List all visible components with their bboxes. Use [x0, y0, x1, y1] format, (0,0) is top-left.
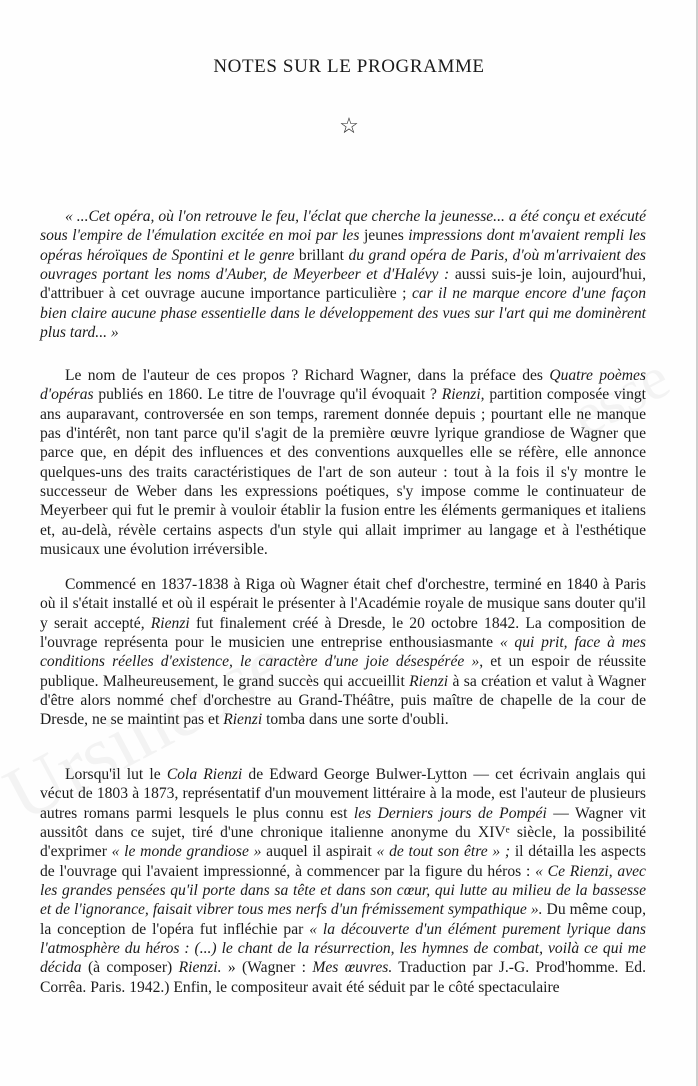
star-ornament-icon: ☆: [339, 113, 359, 138]
paragraph-2: Commencé en 1837-1838 à Riga où Wagner était chef d'orchestre, terminé en 1840 à Paris où il s'était installé et où il espérait le présenter à l'Académie royale de musique sans douter qu'il y serait accepté, Rienzi fut finalement créé à Dresde, le 20 octobre 1842. La composition de l'ouvrage représenta pour le musicien une entreprise enthousiasmante « qui prit, face à mes conditions réelles d'existence, le caractère d'une joie désespérée », et un espoir de réussite publique. Malheureusement, le grand succès qui accueillit Rienzi à sa création et valut à Wagner d'être alors nommé chef d'orchestre au Grand-Théâtre, puis maître de chapelle de la cour de Dresde, ne se maintint pas et Rienzi tomba dans une sorte d'oubli.: [40, 576, 647, 729]
page-title: NOTES SUR LE PROGRAMME: [213, 56, 485, 77]
opening-quote: « ...Cet opéra, où l'on retrouve le feu, l'éclat que cherche la jeunesse... a été conçu et exécuté sous l'empire de l'émulation excitée en moi par les jeunes impressions dont m'avaient rempli les opéras héroïques de Spontini et le genre brillant du grand opéra de Paris, d'où m'arrivaient des ouvrages portant les noms d'Auber, de Meyerbeer et d'Halévy : aussi suis-je loin, aujourd'hui, d'attribuer à cet ouvrage aucune importance particulière ; car il ne marque encore d'une façon bien claire aucune phase essentielle dans le développement des vues sur l'art qui me dominèrent plus tard... »: [40, 208, 646, 342]
paragraph-1: Le nom de l'auteur de ces propos ? Richard Wagner, dans la préface des Quatre poèmes d'opéras publiés en 1860. Le titre de l'ouvrage qu'il évoquait ? Rienzi, partition composée vingt ans auparavant, controversée en son temps, rarement donnée depuis ; pourtant elle ne manque pas d'intérêt, non tant parce qu'il s'agit de la première œuvre lyrique grandiose de Wagner que parce que, en dépit des influences et des conventions auxquelles elle se réfère, elle annonce quelques-uns des traits caractéristiques de l'art de son auteur : tout à la fois il s'y montre le successeur de Weber dans les expressions poétiques, s'y impose comme le continuateur de Meyerbeer qui fut le premir à vouloir établir la fusion entre les éléments germaniques et italiens et, au-delà, révèle certains aspects d'un style qui allait imprimer au langage et à l'esthétique musicaux une évolution irréversible.: [40, 367, 647, 559]
paragraph-3: Lorsqu'il lut le Cola Rienzi de Edward George Bulwer-Lytton — cet écrivain anglais qui vécut de 1803 à 1873, représentatif d'un mouvement littéraire à la mode, est l'auteur de plusieurs autres romans parmi lesquels le plus connu est les Derniers jours de Pompéi — Wagner vit aussitôt dans ce sujet, tiré d'une chronique italienne anonyme du XIVᵉ siècle, la possibilité d'exprimer « le monde grandiose » auquel il aspirait « de tout son être » ; il détailla les aspects de l'ouvrage qui l'avaient impressionné, à commencer par la figure du héros : « Ce Rienzi, avec les grandes pensées qu'il porte dans sa tête et dans son cœur, qui lutte au milieu de la bassesse et de l'ignorance, faisait vibrer tous mes nerfs d'un frémissement sympathique ». Du même coup, la conception de l'opéra fut infléchie par « la découverte d'un élément purement lyrique dans l'atmosphère du héros : (...) le chant de la résurrection, les hymnes de combat, voilà ce qui me décida (à composer) Rienzi. » (Wagner : Mes œuvres. Traduction par J.-G. Prod'homme. Ed. Corrêa. Paris. 1942.) Enfin, le compositeur avait été séduit par le côté spectaculaire: [40, 766, 647, 996]
